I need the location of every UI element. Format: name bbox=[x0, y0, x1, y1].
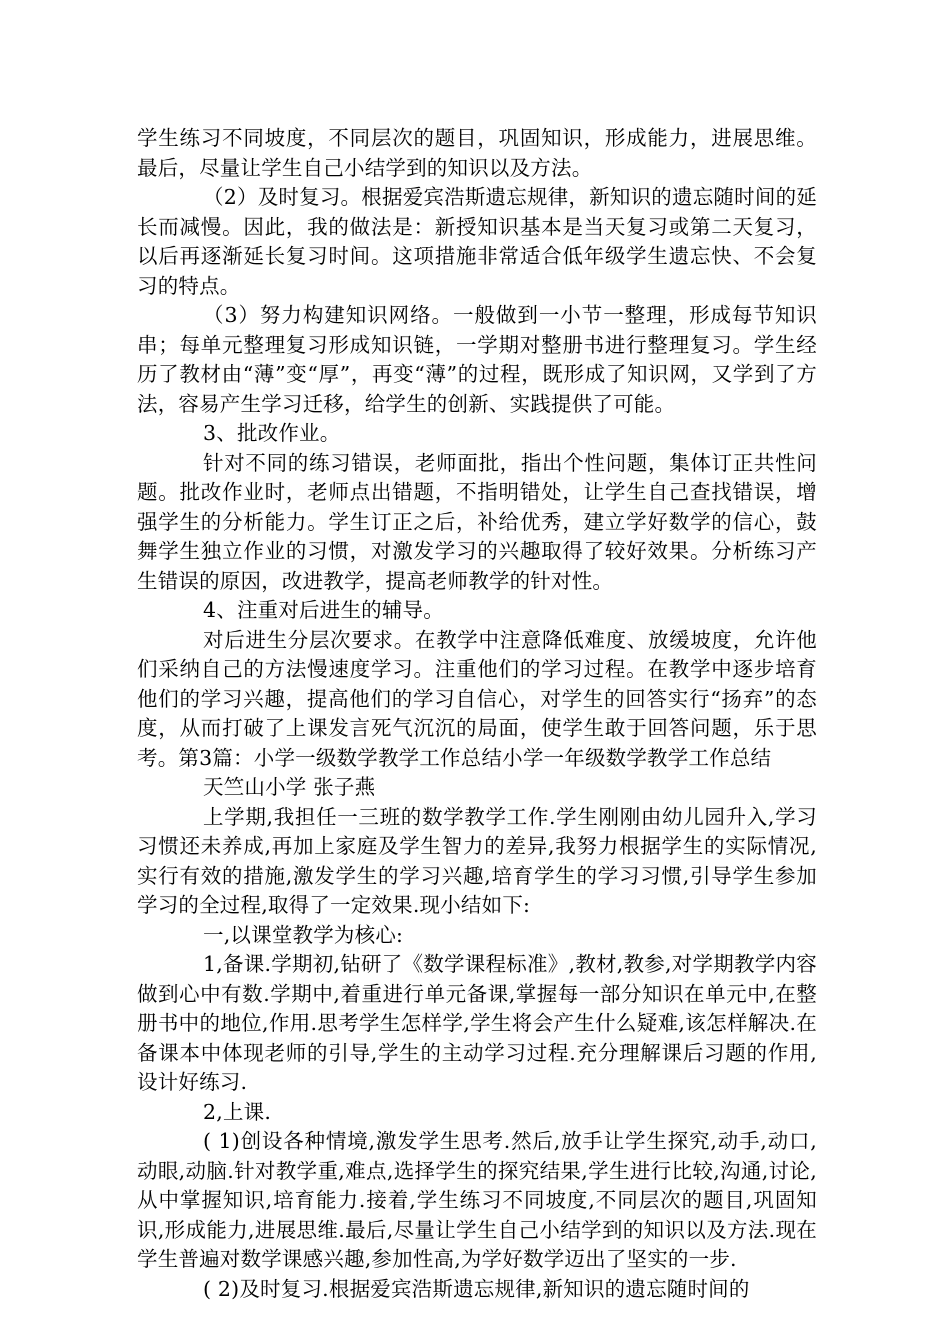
author-line: 天竺山小学 张子燕 bbox=[203, 775, 376, 799]
paragraph-review: （2）及时复习。根据爱宾浩斯遗忘规律，新知识的遗忘随时间的延长而减慢。因此，我的做法是：新授知识基本是当天复习或第二天复习，以后再逐渐延长复习时间。这项措施非常适合低年级学生遗忘快、不会复习的特点。 bbox=[137, 185, 817, 298]
paragraph-intro: 上学期,我担任一三班的数学教学工作.学生刚刚由幼儿园升入,学习习惯还未养成,再加上家庭及学生智力的差异,我努力根据学生的实际情况,实行有效的措施,激发学生的学习兴趣,培育学生的学习习惯,引导学生参加学习的全过程,取得了一定效果.现小结如下: bbox=[137, 804, 817, 917]
section-heading-classroom: 一,以课堂教学为核心: bbox=[203, 922, 404, 947]
paragraph-continuation: 学生练习不同坡度，不同层次的题目，巩固知识，形成能力，进展思维。最后，尽量让学生自己小结学到的知识以及方法。 bbox=[137, 126, 817, 180]
paragraph-knowledge-network: （3）努力构建知识网络。一般做到一小节一整理，形成每节知识串；每单元整理复习形成知识链，一学期对整册书进行整理复习。学生经历了教材由“薄”变“厚”，再变“薄”的过程，既形成了知识网，又学到了方法，容易产生学习迁移，给学生的创新、实践提供了可能。 bbox=[137, 303, 817, 416]
paragraph-timely-review: ( 2)及时复习.根据爱宾浩斯遗忘规律,新知识的遗忘随时间的 bbox=[203, 1276, 750, 1301]
paragraph-homework: 针对不同的练习错误，老师面批，指出个性问题，集体订正共性问题。批改作业时，老师点出错题，不指明错处，让学生自己查找错误，增强学生的分析能力。学生订正之后，补给优秀，建立学好数学的信心，鼓舞学生独立作业的习惯，对激发学习的兴趣取得了较好效果。分析练习产生错误的原因，改进教学，提高老师教学的针对性。 bbox=[137, 450, 817, 593]
section-heading-class: 2,上课. bbox=[203, 1099, 272, 1124]
paragraph-situations: ( 1)创设各种情境,激发学生思考.然后,放手让学生探究,动手,动口,动眼,动脑.针对教学重,难点,选择学生的探究结果,学生进行比较,沟通,讨论,从中掌握知识,培育能力.接着,学生练习不同坡度,不同层次的题目,巩固知识,形成能力,进展思维.最后,尽量让学生自己小结学到的知识以及方法.现在学生普遍对数学课感兴趣,参加性高,为学好数学迈出了坚实的一步. bbox=[137, 1129, 817, 1271]
document-body bbox=[137, 124, 817, 1304]
paragraph-tutoring: 对后进生分层次要求。在教学中注意降低难度、放缓坡度，允许他们采纳自己的方法慢速度学习。注重他们的学习过程。在教学中逐步培育他们的学习兴趣，提高他们的学习自信心，对学生的回答实行“扬弃”的态度，从而打破了上课发言死气沉沉的局面，使学生敢于回答问题，乐于思考。第3篇：小学一级数学教学工作总结小学一年级数学教学工作总结 bbox=[137, 627, 817, 770]
paragraph-lesson-prep: 1,备课.学期初,钻研了《数学课程标准》,教材,教参,对学期教学内容做到心中有数.学期中,着重进行单元备课,掌握每一部分知识在单元中,在整册书中的地位,作用.思考学生怎样学,学生将会产生什么疑难,该怎样解决.在备课本中体现老师的引导,学生的主动学习过程.充分理解课后习题的作用,设计好练习. bbox=[137, 952, 817, 1094]
section-heading-homework: 3、批改作业。 bbox=[203, 421, 341, 445]
section-heading-tutoring: 4、注重对后进生的辅导。 bbox=[203, 598, 444, 622]
